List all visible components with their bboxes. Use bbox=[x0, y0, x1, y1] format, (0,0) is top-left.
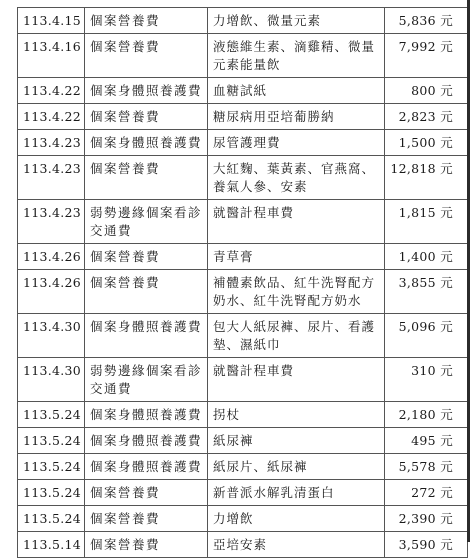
table-row bbox=[18, 8, 468, 34]
date-cell: 113.5.24 bbox=[18, 402, 85, 428]
date-cell: 113.4.23 bbox=[18, 156, 85, 200]
amount-cell: 5,578 元 bbox=[385, 454, 468, 480]
item-cell: 包大人紙尿褲、尿片、看護墊、濕紙巾 bbox=[208, 314, 385, 358]
date-cell: 113.5.24 bbox=[18, 454, 85, 480]
amount-cell: 3,855 元 bbox=[385, 270, 468, 314]
table-row bbox=[18, 156, 468, 200]
table-row bbox=[18, 402, 468, 428]
date-cell: 113.5.24 bbox=[18, 428, 85, 454]
table-row bbox=[18, 358, 468, 402]
date-cell: 113.5.14 bbox=[18, 532, 85, 558]
category-cell: 個案身體照養護費 bbox=[85, 402, 208, 428]
table-row bbox=[18, 454, 468, 480]
amount-cell: 495 元 bbox=[385, 428, 468, 454]
amount-cell: 2,180 元 bbox=[385, 402, 468, 428]
date-cell: 113.5.24 bbox=[18, 506, 85, 532]
date-cell: 113.4.22 bbox=[18, 104, 85, 130]
date-cell: 113.4.16 bbox=[18, 34, 85, 78]
amount-cell: 2,823 元 bbox=[385, 104, 468, 130]
item-cell: 就醫計程車費 bbox=[208, 358, 385, 402]
amount-cell: 272 元 bbox=[385, 480, 468, 506]
category-cell: 個案身體照養護費 bbox=[85, 454, 208, 480]
item-cell: 糖尿病用亞培葡勝納 bbox=[208, 104, 385, 130]
table-row bbox=[18, 428, 468, 454]
amount-cell: 1,815 元 bbox=[385, 200, 468, 244]
date-cell: 113.4.30 bbox=[18, 358, 85, 402]
category-cell: 個案身體照養護費 bbox=[85, 428, 208, 454]
table-row bbox=[18, 314, 468, 358]
table-row bbox=[18, 78, 468, 104]
item-cell: 就醫計程車費 bbox=[208, 200, 385, 244]
item-cell: 血糖試紙 bbox=[208, 78, 385, 104]
amount-cell: 5,096 元 bbox=[385, 314, 468, 358]
item-cell: 尿管護理費 bbox=[208, 130, 385, 156]
category-cell: 個案身體照養護費 bbox=[85, 78, 208, 104]
date-cell: 113.4.22 bbox=[18, 78, 85, 104]
date-cell: 113.4.23 bbox=[18, 130, 85, 156]
category-cell: 個案營養費 bbox=[85, 8, 208, 34]
amount-cell: 3,590 元 bbox=[385, 532, 468, 558]
category-cell: 個案營養費 bbox=[85, 244, 208, 270]
amount-cell: 310 元 bbox=[385, 358, 468, 402]
category-cell: 個案營養費 bbox=[85, 506, 208, 532]
date-cell: 113.4.30 bbox=[18, 314, 85, 358]
date-cell: 113.4.23 bbox=[18, 200, 85, 244]
item-cell: 紙尿褲 bbox=[208, 428, 385, 454]
item-cell: 拐杖 bbox=[208, 402, 385, 428]
table-row bbox=[18, 130, 468, 156]
item-cell: 青草膏 bbox=[208, 244, 385, 270]
table-row bbox=[18, 200, 468, 244]
table-row bbox=[18, 104, 468, 130]
item-cell: 力增飲 bbox=[208, 506, 385, 532]
item-cell: 新普派水解乳清蛋白 bbox=[208, 480, 385, 506]
item-cell: 補體素飲品、紅牛洗腎配方奶水、紅牛洗腎配方奶水 bbox=[208, 270, 385, 314]
expense-table bbox=[17, 7, 468, 558]
category-cell: 弱勢邊緣個案看診交通費 bbox=[85, 358, 208, 402]
category-cell: 弱勢邊緣個案看診交通費 bbox=[85, 200, 208, 244]
table-row bbox=[18, 532, 468, 558]
table-row bbox=[18, 480, 468, 506]
item-cell: 紙尿片、紙尿褲 bbox=[208, 454, 385, 480]
item-cell: 液態維生素、滴雞精、微量元素能量飲 bbox=[208, 34, 385, 78]
item-cell: 大紅麴、葉黃素、官燕窩、養氣人參、安素 bbox=[208, 156, 385, 200]
category-cell: 個案營養費 bbox=[85, 104, 208, 130]
table-row bbox=[18, 34, 468, 78]
table-row bbox=[18, 270, 468, 314]
category-cell: 個案營養費 bbox=[85, 34, 208, 78]
amount-cell: 2,390 元 bbox=[385, 506, 468, 532]
amount-cell: 1,400 元 bbox=[385, 244, 468, 270]
date-cell: 113.4.26 bbox=[18, 270, 85, 314]
item-cell: 亞培安素 bbox=[208, 532, 385, 558]
date-cell: 113.5.24 bbox=[18, 480, 85, 506]
item-cell: 力增飲、微量元素 bbox=[208, 8, 385, 34]
table-row bbox=[18, 244, 468, 270]
category-cell: 個案營養費 bbox=[85, 532, 208, 558]
amount-cell: 800 元 bbox=[385, 78, 468, 104]
category-cell: 個案營養費 bbox=[85, 270, 208, 314]
date-cell: 113.4.26 bbox=[18, 244, 85, 270]
category-cell: 個案身體照養護費 bbox=[85, 314, 208, 358]
table-row bbox=[18, 506, 468, 532]
date-cell: 113.4.15 bbox=[18, 8, 85, 34]
amount-cell: 1,500 元 bbox=[385, 130, 468, 156]
category-cell: 個案營養費 bbox=[85, 480, 208, 506]
amount-cell: 5,836 元 bbox=[385, 8, 468, 34]
category-cell: 個案身體照養護費 bbox=[85, 130, 208, 156]
category-cell: 個案營養費 bbox=[85, 156, 208, 200]
amount-cell: 7,992 元 bbox=[385, 34, 468, 78]
amount-cell: 12,818 元 bbox=[385, 156, 468, 200]
